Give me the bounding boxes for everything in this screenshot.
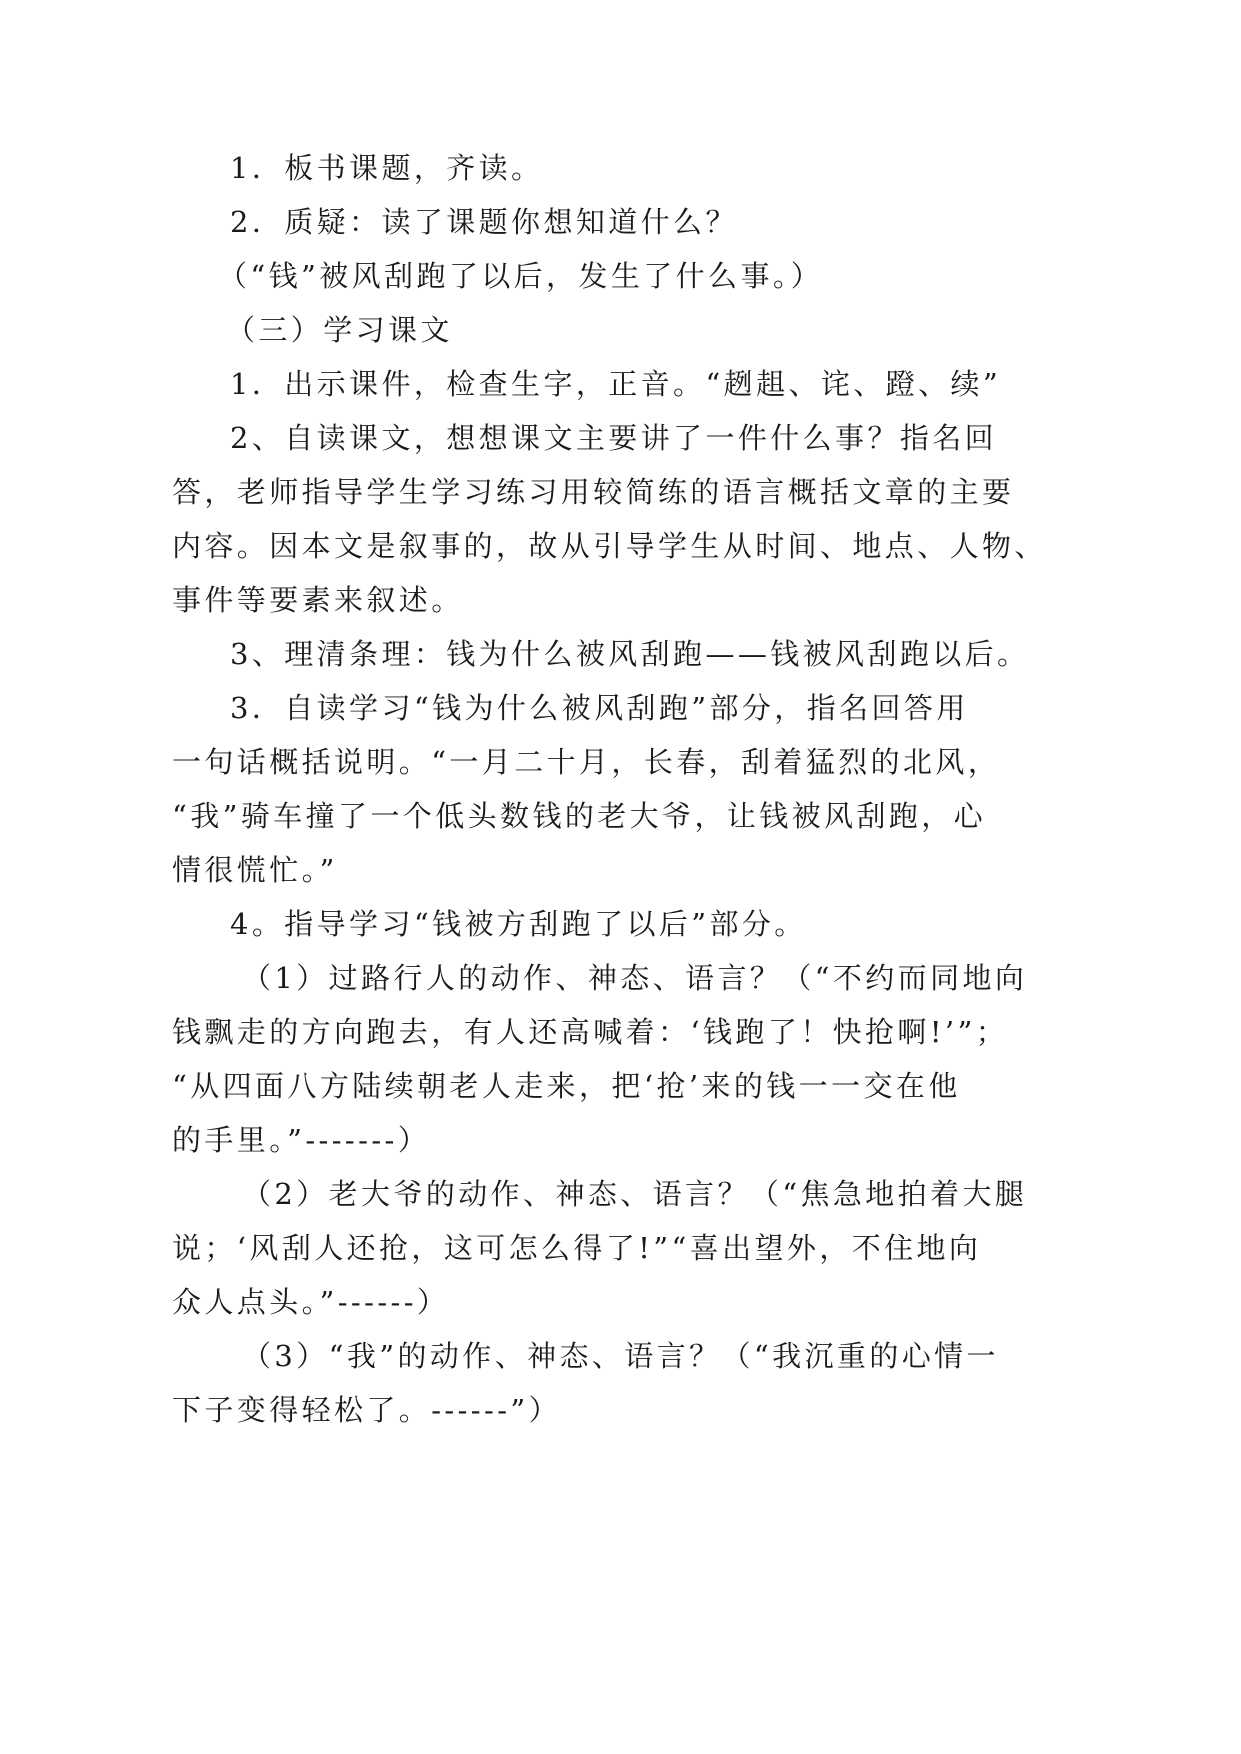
text-line: “从四面八方陆续朝老人走来，把‘抢’来的钱一一交在他 — [172, 1069, 961, 1103]
text-line: 3、理清条理：钱为什么被风刮跑——钱被风刮跑以后。 — [230, 637, 1030, 671]
section-heading: （三）学习课文 — [226, 313, 453, 347]
text-line: （3）“我”的动作、神态、语言？（“我沉重的心情一 — [242, 1339, 999, 1373]
text-line: 钱飘走的方向跑去，有人还高喊着：‘钱跑了！快抢啊!’”； — [172, 1015, 1009, 1049]
text-line: （2）老大爷的动作、神态、语言？（“焦急地拍着大腿 — [242, 1177, 1028, 1211]
text-line: （1）过路行人的动作、神态、语言？（“不约而同地向 — [242, 961, 1028, 995]
text-line: 3．自读学习“钱为什么被风刮跑”部分，指名回答用 — [230, 691, 969, 725]
text-line: 情很慌忙。” — [172, 853, 338, 887]
text-line: 2、自读课文，想想课文主要讲了一件什么事？指名回 — [230, 421, 998, 455]
text-line: 的手里。”-------） — [172, 1123, 431, 1157]
text-line: （“钱”被风刮跑了以后，发生了什么事。） — [218, 259, 824, 293]
text-line: 内容。因本文是叙事的，故从引导学生从时间、地点、人物、 — [172, 529, 1047, 563]
text-line: 2．质疑：读了课题你想知道什么？ — [230, 205, 738, 239]
text-line: 答，老师指导学生学习练习用较简练的语言概括文章的主要 — [172, 475, 1015, 509]
text-line: “我”骑车撞了一个低头数钱的老大爷，让钱被风刮跑，心 — [172, 799, 987, 833]
text-line: 事件等要素来叙述。 — [172, 583, 464, 617]
text-line: 众人点头。”------） — [172, 1285, 450, 1319]
text-line: 1．出示课件，检查生字，正音。“趔趄、诧、蹬、续” — [230, 367, 1002, 401]
text-line: 下子变得轻松了。------”） — [172, 1393, 562, 1427]
text-line: 1．板书课题，齐读。 — [230, 151, 544, 185]
text-line: 说；‘风刮人还抢，这可怎么得了!”“喜出望外，不住地向 — [172, 1231, 982, 1265]
text-line: 一句话概括说明。“一月二十月，长春，刮着猛烈的北风， — [172, 745, 1001, 779]
text-line: 4。指导学习“钱被方刮跑了以后”部分。 — [230, 907, 807, 941]
